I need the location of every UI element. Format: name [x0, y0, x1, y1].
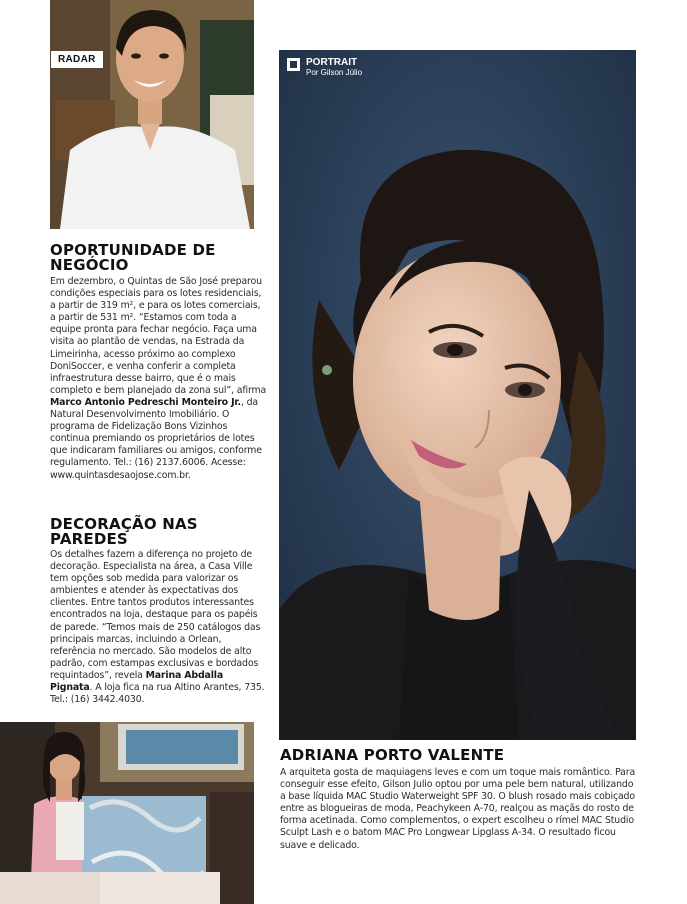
portrait-square-icon: [287, 58, 300, 71]
article2-person-name: Marina Abdalla Pignata: [50, 669, 223, 694]
article-title-decoracao: DECORAÇÃO NAS PAREDES: [50, 515, 198, 548]
photo-marco-antonio: [50, 0, 254, 229]
article1-text-part1: Em dezembro, o Quintas de São José preparou condições especiais para os lotes residenciais, a partir de 319 m², e para os lotes comerciais, a partir de 531 m². “Estamos com toda a equipe pronta para fechar negócio. Faça uma visita ao plantão de vendas, na Estrada da Limeirinha, acesso próximo ao complexo DoniSoccer, e venha conferir a completa infraestrutura desse bairro, que é o mais completo e bem planejado da zona sul”, afirma: [50, 276, 267, 396]
portrait-photo-illustration: [279, 50, 636, 740]
portrait-photo-adriana: [279, 50, 636, 740]
article-body-decoracao: [50, 549, 268, 706]
article-title-oportunidade: OPORTUNIDADE DE NEGÓCIO: [50, 241, 216, 274]
article2-text-part2: . A loja fica na rua Altino Arantes, 735. Tel.: (16) 3442.4030.: [50, 682, 265, 706]
article2-text-part1: Os detalhes fazem a diferença no projeto de decoração. Especialista na área, a Casa Ville tem opções sob medida para valorizar os ambientes e atender às expectativas dos clientes. Entre tantos produtos interessantes encontrados na loja, destaque para os papéis de parede. “Temos mais de 250 catálogos das principais marcas, incluindo a Orlean, referência no mercado. São modelos de alto padrão, com estampas exclusivas e bordados requintados”, revela: [50, 549, 261, 681]
man-photo-illustration: [50, 0, 254, 229]
portrait-section-tag: [287, 57, 362, 78]
section-badge: RADAR: [51, 51, 103, 68]
photo-marina-abdalla: [0, 722, 254, 904]
article-title-adriana: ADRIANA PORTO VALENTE: [280, 746, 505, 764]
article1-person-name: Marco Antonio Pedreschi Monteiro Jr.: [50, 396, 241, 408]
article-body-oportunidade: [50, 276, 268, 482]
portrait-label: PORTRAIT: [306, 57, 358, 68]
woman-catalog-photo-illustration: [0, 722, 254, 904]
portrait-byline: Por Gilson Júlio: [306, 68, 363, 77]
article1-text-part2: , da Natural Desenvolvimento Imobiliário. O programa de Fidelização Bons Vizinhos continua premiando os proprietários de lotes que indicaram familiares ou amigos, conforme regulamento. Tel.: (16) 2137.6006. Acesse: www.quintasdesaojose.com.br.: [50, 396, 262, 481]
article-body-adriana: A arquiteta gosta de maquiagens leves e com um toque mais romântico. Para conseguir esse efeito, Gilson Julio optou por uma pele bem natural, utilizando a base líquida MAC Studio Waterweight SPF 30. O blush rosado mais cobiçado entre as blogueiras de moda, Peachykeen A-70, realçou as maçãs do rosto de forma acetinada. Como complementos, o expert escolheu o rímel MAC Studio Sculpt Lash e o batom MAC Pro Longwear Lipglass A-34. O resultado ficou suave e delicado.: [280, 767, 636, 851]
portrait-tag-text: [306, 57, 362, 78]
